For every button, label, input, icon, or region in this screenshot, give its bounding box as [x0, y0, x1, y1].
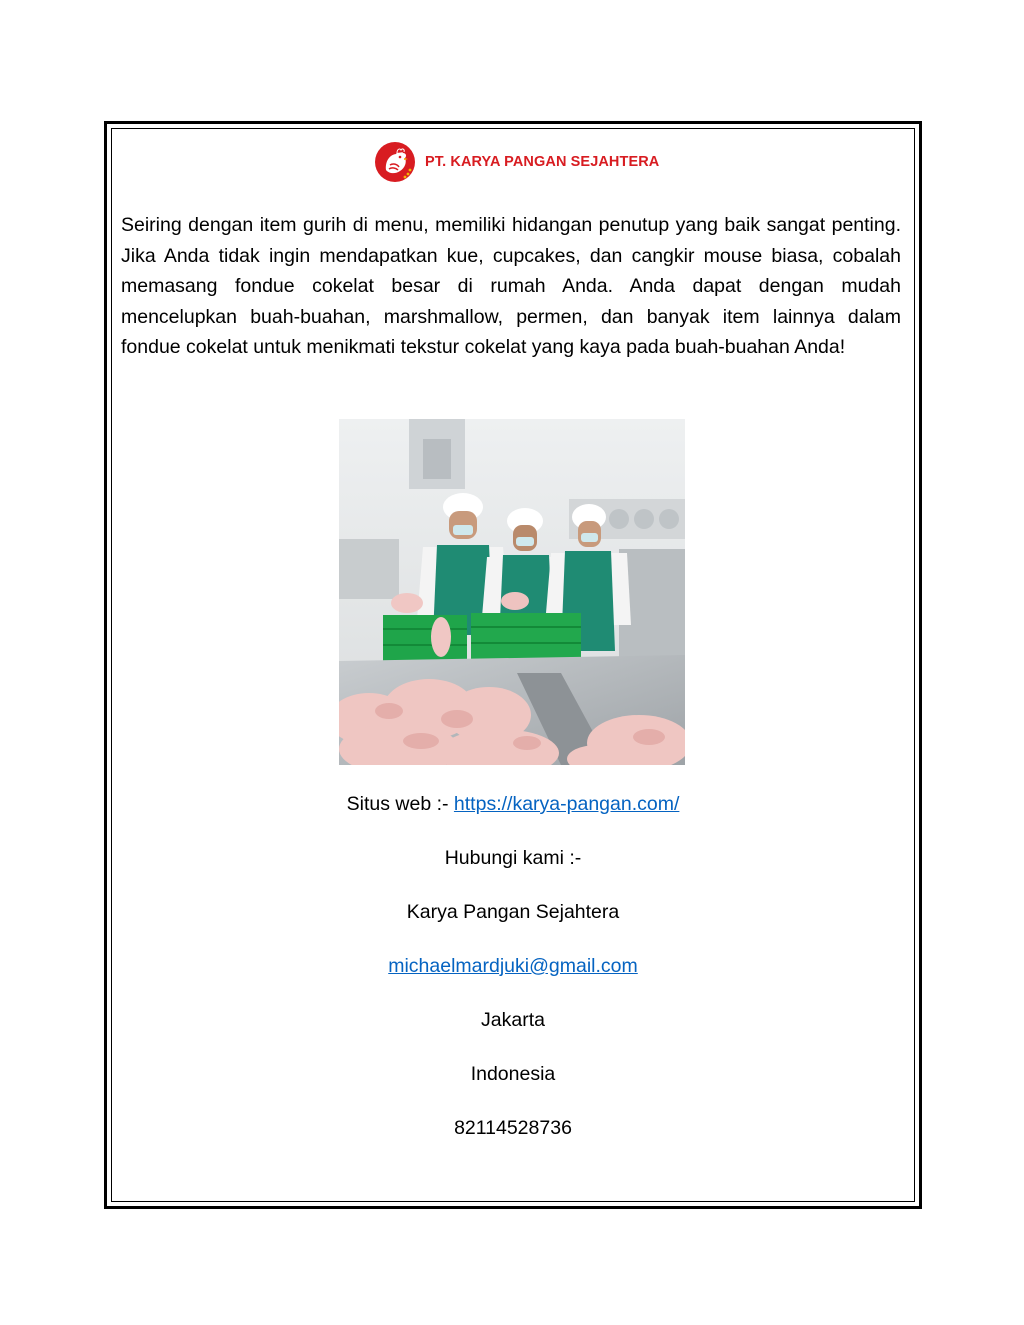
website-label: Situs web :-	[346, 793, 454, 815]
website-line	[107, 792, 919, 816]
contact-heading: Hubungi kami :-	[444, 847, 582, 869]
email-link[interactable]: michaelmardjuki@gmail.com	[388, 955, 638, 977]
page-border	[104, 121, 922, 1209]
rooster-logo-icon	[373, 140, 417, 184]
company-name: Karya Pangan Sejahtera	[406, 901, 620, 923]
company-logo-text: PT. KARYA PANGAN SEJAHTERA	[425, 154, 660, 170]
website-link[interactable]: https://karya-pangan.com/	[453, 793, 680, 815]
country: Indonesia	[470, 1063, 556, 1085]
city: Jakarta	[481, 1009, 545, 1031]
email-line	[107, 954, 919, 978]
chicken-processing-photo	[339, 419, 685, 765]
body-paragraph: Seiring dengan item gurih di menu, memiliki hidangan penutup yang baik sangat penting. Jika Anda tidak ingin mendapatkan kue, cupcakes, dan cangkir mouse biasa, cobalah memasang fondue cokelat besar di rumah Anda. Anda dapat dengan mudah mencelupkan buah-buahan, marshmallow, permen, dan banyak item lainnya dalam fondue cokelat untuk menikmati tekstur cokelat yang kaya pada buah-buahan Anda!	[121, 214, 901, 358]
photo-illustration	[339, 419, 685, 765]
company-logo	[373, 140, 659, 184]
phone-number: 82114528736	[454, 1117, 572, 1139]
